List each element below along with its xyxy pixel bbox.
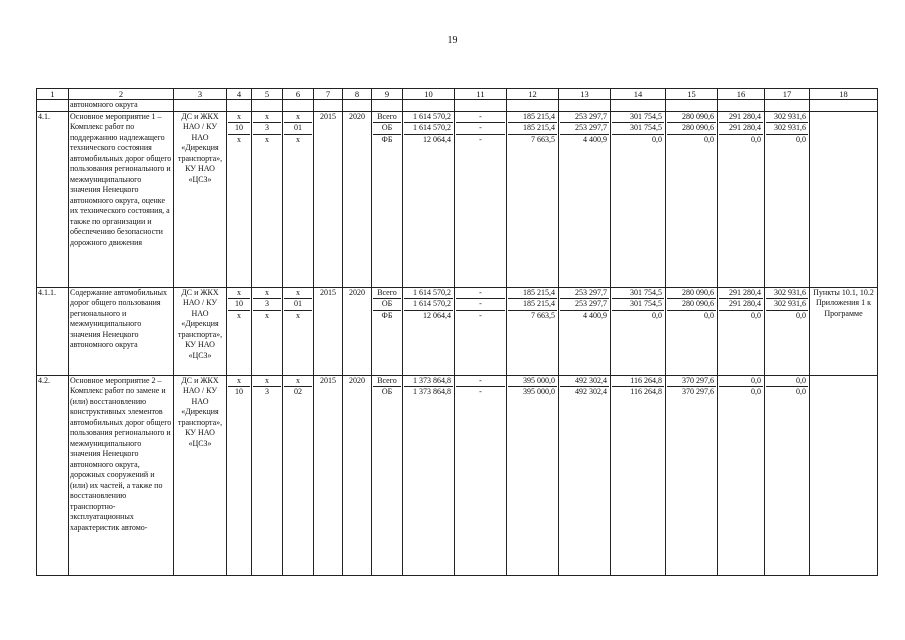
col4-cell-line: x: [228, 288, 250, 300]
col15-amount-line: 280 090,6: [667, 299, 716, 311]
col16-amount-line: 0,0: [751, 134, 761, 144]
header-col-8: 8: [343, 89, 372, 100]
col13-amount-line: 4 400,9: [583, 134, 607, 144]
col12-amount-line: 185 215,4: [508, 123, 557, 135]
col16-amount: [718, 375, 765, 575]
header-col-14: 14: [611, 89, 666, 100]
header-col-6: 6: [283, 89, 314, 100]
header-col-2: 2: [69, 89, 174, 100]
funding-source-line: Всего: [373, 288, 401, 300]
col4-cell-line: x: [237, 134, 241, 144]
reference-note: [810, 111, 878, 287]
item-number: 4.1.1.: [37, 287, 69, 375]
total-amount: [403, 287, 455, 375]
funding-source-line: Всего: [373, 376, 401, 388]
col6-cell-line: 02: [294, 387, 302, 396]
col14-amount-line: 116 264,8: [612, 376, 664, 388]
item-number: 4.1.: [37, 111, 69, 287]
col4-cell: [227, 111, 252, 287]
executor: ДС и ЖКХ НАО / КУ НАО «Дирекция транспорта», КУ НАО «ЦСЗ»: [174, 287, 227, 375]
col13-amount-line: 253 297,7: [560, 299, 609, 311]
funding-source-line: ОБ: [373, 299, 401, 311]
total-amount-line: 12 064,4: [423, 134, 451, 144]
start-year: 2015: [314, 287, 343, 375]
table-row: [37, 375, 878, 575]
funding-source-line: ОБ: [381, 387, 393, 396]
col11-amount: [455, 287, 507, 375]
start-year: 2015: [314, 375, 343, 575]
col13-amount-line: 492 302,4: [560, 376, 609, 388]
total-amount-line: 1 614 570,2: [404, 288, 453, 300]
col14-amount: [611, 111, 666, 287]
table-row: [37, 287, 878, 375]
cont-num-cell: [37, 100, 69, 112]
col15-amount-line: 370 297,6: [682, 387, 714, 396]
header-col-1: 1: [37, 89, 69, 100]
col16-amount: [718, 111, 765, 287]
col4-cell-line: x: [228, 376, 250, 388]
col14-amount: [611, 375, 666, 575]
col14-amount-line: 301 754,5: [612, 288, 664, 300]
header-col-16: 16: [718, 89, 765, 100]
reference-note: Пункты 10.1, 10.2 Приложения 1 к Программе: [810, 287, 878, 375]
col15-amount-line: 370 297,6: [667, 376, 716, 388]
header-row: [37, 89, 878, 100]
col6-cell-line: x: [296, 310, 300, 320]
start-year: 2015: [314, 111, 343, 287]
col5-cell-line: x: [253, 112, 281, 124]
end-year: 2020: [343, 111, 372, 287]
col4-cell-line: 10: [228, 299, 250, 311]
col15-amount: [666, 375, 718, 575]
col14-amount-line: 301 754,5: [612, 112, 664, 124]
reference-note: [810, 375, 878, 575]
col4-cell: [227, 287, 252, 375]
cont-text-cell: автономного округа: [69, 100, 174, 112]
col16-amount-line: 0,0: [719, 376, 763, 388]
col13-amount-line: 4 400,9: [583, 310, 607, 320]
col13-amount-line: 253 297,7: [560, 123, 609, 135]
col15-amount-line: 280 090,6: [667, 288, 716, 300]
col6-cell-line: x: [284, 288, 312, 300]
col15-amount-line: 280 090,6: [667, 112, 716, 124]
item-number: 4.2.: [37, 375, 69, 575]
col17-amount: [765, 375, 810, 575]
col6-cell-line: 01: [284, 299, 312, 311]
col13-amount: [559, 111, 611, 287]
item-name: Основное мероприятие 2 – Комплекс работ по замене и (или) восстановлению конструктивных элементов автомобильных дорог общего пользования регионального и межмуниципального значения Ненецкого автономного округа, дорожных сооружений и (или) их частей, а также по восстановлению транспортно-эксплуатационных характеристик автомо-: [69, 375, 174, 575]
col17-amount: [765, 287, 810, 375]
col11-amount: [455, 375, 507, 575]
col5-cell-line: 3: [253, 299, 281, 311]
col17-amount-line: 302 931,6: [766, 112, 808, 124]
col16-amount: [718, 287, 765, 375]
item-name: Основное мероприятие 1 – Комплекс работ по поддержанию надлежащего технического состояния автомобильных дорог общего пользования регионального и межмуниципального значения Ненецкого автономного округа, оценке их технического состояния, а также по организации и обеспечению безопасности дорожного движения: [69, 111, 174, 287]
col17-amount: [765, 111, 810, 287]
header-col-12: 12: [507, 89, 559, 100]
col12-amount: [507, 111, 559, 287]
col11-amount-line: -: [456, 112, 505, 124]
col6-cell-line: 01: [284, 123, 312, 135]
col12-amount-line: 7 663,5: [531, 310, 555, 320]
col5-cell-line: x: [253, 376, 281, 388]
end-year: 2020: [343, 375, 372, 575]
col4-cell-line: x: [237, 310, 241, 320]
header-col-3: 3: [174, 89, 227, 100]
col17-amount-line: 0,0: [796, 134, 806, 144]
col12-amount: [507, 375, 559, 575]
col13-amount-line: 253 297,7: [560, 288, 609, 300]
col11-amount-line: -: [479, 310, 482, 320]
total-amount-line: 1 614 570,2: [404, 112, 453, 124]
col16-amount-line: 291 280,4: [719, 112, 763, 124]
col11-amount-line: -: [456, 288, 505, 300]
col17-amount-line: 302 931,6: [766, 123, 808, 135]
col14-amount-line: 0,0: [652, 310, 662, 320]
col15-amount-line: 0,0: [704, 310, 714, 320]
page-number: 19: [447, 35, 458, 46]
col12-amount-line: 395 000,0: [508, 376, 557, 388]
col5-cell-line: x: [265, 310, 269, 320]
col5-cell-line: 3: [253, 123, 281, 135]
col14-amount: [611, 287, 666, 375]
col5-cell: [252, 287, 283, 375]
col17-amount-line: 302 931,6: [766, 288, 808, 300]
total-amount-line: 1 373 864,8: [413, 387, 451, 396]
total-amount: [403, 375, 455, 575]
program-table: [36, 88, 878, 576]
total-amount-line: 1 373 864,8: [404, 376, 453, 388]
total-amount-line: 1 614 570,2: [404, 299, 453, 311]
col11-amount-line: -: [479, 134, 482, 144]
col16-amount-line: 291 280,4: [719, 288, 763, 300]
funding-source-line: ФБ: [381, 310, 393, 320]
col13-amount: [559, 287, 611, 375]
header-col-9: 9: [372, 89, 403, 100]
col15-amount-line: 280 090,6: [667, 123, 716, 135]
col12-amount-line: 185 215,4: [508, 288, 557, 300]
col17-amount-line: 0,0: [796, 387, 806, 396]
col6-cell-line: x: [284, 376, 312, 388]
col14-amount-line: 301 754,5: [612, 123, 664, 135]
executor: ДС и ЖКХ НАО / КУ НАО «Дирекция транспорта», КУ НАО «ЦСЗ»: [174, 375, 227, 575]
col11-amount-line: -: [456, 123, 505, 135]
total-amount: [403, 111, 455, 287]
col14-amount-line: 116 264,8: [630, 387, 662, 396]
col4-cell: [227, 375, 252, 575]
col16-amount-line: 0,0: [751, 387, 761, 396]
col13-amount-line: 253 297,7: [560, 112, 609, 124]
funding-source: [372, 375, 403, 575]
end-year: 2020: [343, 287, 372, 375]
col5-cell: [252, 111, 283, 287]
header-col-18: 18: [810, 89, 878, 100]
col4-cell-line: 10: [228, 123, 250, 135]
continuation-row: [37, 100, 878, 112]
header-col-10: 10: [403, 89, 455, 100]
col4-cell-line: x: [228, 112, 250, 124]
funding-source-line: ФБ: [381, 134, 393, 144]
header-col-17: 17: [765, 89, 810, 100]
col15-amount-line: 0,0: [704, 134, 714, 144]
col12-amount-line: 185 215,4: [508, 112, 557, 124]
col17-amount-line: 302 931,6: [766, 299, 808, 311]
col17-amount-line: 0,0: [766, 376, 808, 388]
funding-source-line: Всего: [373, 112, 401, 124]
table-row: [37, 111, 878, 287]
col15-amount: [666, 111, 718, 287]
funding-source-line: ОБ: [373, 123, 401, 135]
col12-amount-line: 7 663,5: [531, 134, 555, 144]
col5-cell-line: x: [265, 134, 269, 144]
col16-amount-line: 291 280,4: [719, 299, 763, 311]
col16-amount-line: 0,0: [751, 310, 761, 320]
header-col-4: 4: [227, 89, 252, 100]
header-col-15: 15: [666, 89, 718, 100]
col17-amount-line: 0,0: [796, 310, 806, 320]
col4-cell-line: 10: [235, 387, 243, 396]
executor: ДС и ЖКХ НАО / КУ НАО «Дирекция транспорта», КУ НАО «ЦСЗ»: [174, 111, 227, 287]
col6-cell: [283, 375, 314, 575]
col6-cell: [283, 287, 314, 375]
total-amount-line: 1 614 570,2: [404, 123, 453, 135]
header-col-11: 11: [455, 89, 507, 100]
header-col-13: 13: [559, 89, 611, 100]
total-amount-line: 12 064,4: [423, 310, 451, 320]
col6-cell-line: x: [296, 134, 300, 144]
item-name: Содержание автомобильных дорог общего пользования регионального и межмуниципального значения Ненецкого автономного округа: [69, 287, 174, 375]
header-col-7: 7: [314, 89, 343, 100]
funding-source: [372, 111, 403, 287]
col12-amount-line: 185 215,4: [508, 299, 557, 311]
col5-cell: [252, 375, 283, 575]
col14-amount-line: 301 754,5: [612, 299, 664, 311]
col13-amount: [559, 375, 611, 575]
col11-amount-line: -: [456, 299, 505, 311]
header-col-5: 5: [252, 89, 283, 100]
col12-amount: [507, 287, 559, 375]
col13-amount-line: 492 302,4: [575, 387, 607, 396]
col6-cell: [283, 111, 314, 287]
col14-amount-line: 0,0: [652, 134, 662, 144]
col12-amount-line: 395 000,0: [523, 387, 555, 396]
col5-cell-line: 3: [265, 387, 269, 396]
col16-amount-line: 291 280,4: [719, 123, 763, 135]
col5-cell-line: x: [253, 288, 281, 300]
funding-source: [372, 287, 403, 375]
col11-amount-line: -: [456, 376, 505, 388]
col11-amount: [455, 111, 507, 287]
col11-amount-line: -: [479, 387, 482, 396]
col15-amount: [666, 287, 718, 375]
col6-cell-line: x: [284, 112, 312, 124]
